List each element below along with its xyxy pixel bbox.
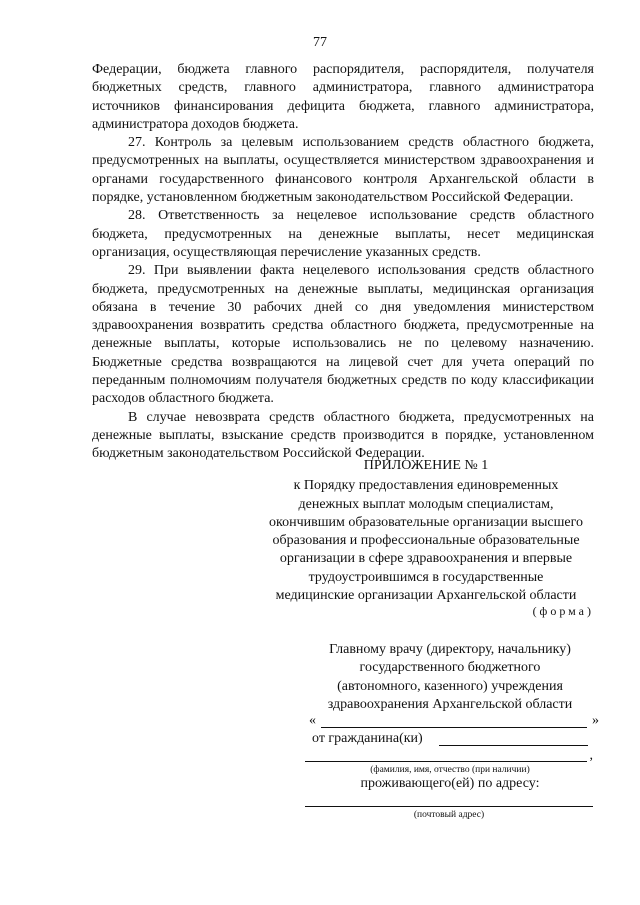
paragraph-non-return: В случае невозврата средств областного бюджета, предусмотренных на денежные выплаты, взыскание средств производится в порядке, установленном бюджетным законодательством Российской Федерации. (92, 409, 594, 462)
full-name-field[interactable] (305, 748, 595, 766)
appendix-line: денежных выплат молодым специалистам, (298, 496, 554, 512)
address-field[interactable] (305, 806, 593, 807)
institution-name-field[interactable] (309, 713, 599, 731)
addressee-line: Главному врачу (директору, начальнику) (329, 642, 571, 657)
address-caption: (почтовый адрес) (413, 810, 485, 820)
appendix-line: организации в сфере здравоохранения и впервые (279, 551, 573, 567)
citizen-field[interactable] (312, 731, 588, 749)
addressee-line: здравоохранения Архангельской области (327, 696, 573, 712)
page-number: 77 (313, 35, 327, 50)
paragraph-28: 28. Ответственность за нецелевое использование средств областного бюджета, предусмотренных на денежные выплаты, несет медицинская организация, осуществляющая перечисление указанных средств. (92, 208, 594, 260)
appendix-header (240, 457, 612, 605)
full-name-underline (305, 761, 587, 762)
citizen-label: от гражданина(ки) (312, 731, 423, 746)
institution-name-underline (321, 727, 587, 728)
appendix-line: медицинские организации Архангельской области (275, 588, 577, 604)
paragraph-continuation: Федерации, бюджета главного распорядителя, распорядителя, получателя бюджетных средств, главного администратора, главного администратора источников финансирования дефицита бюджета, главного администратора, администратора доходов бюджета. (92, 62, 594, 132)
residing-label: проживающего(ей) по адресу: (360, 776, 540, 791)
body-text (92, 61, 594, 464)
paragraph-29: 29. При выявлении факта нецелевого использования средств областного бюджета, предусмотренных на денежные выплаты, медицинская организация обязана в течение 30 рабочих дней со дня уведомления министерством здравоохранения возвратить средства областного бюджета, предусмотренные на денежные выплаты, которые использовались не по целевому назначению. Бюджетные средства возвращаются на лицевой счет для учета операций по переданным полномочиям получателя бюджетных средств по коду классификации расходов областного бюджета. (92, 263, 594, 407)
appendix-line: трудоустроившимся в государственные (308, 569, 544, 585)
quote-open: « (309, 713, 316, 728)
full-name-caption: (фамилия, имя, отчество (при наличии) (370, 765, 530, 775)
quote-close: » (592, 713, 599, 728)
addressee-line: государственного бюджетного (359, 660, 541, 676)
full-name-comma: , (589, 748, 593, 763)
appendix-title: ПРИЛОЖЕНИЕ № 1 (363, 458, 489, 473)
appendix-line: к Порядку предоставления единовременных (293, 478, 559, 494)
appendix-line: окончившим образовательные организации высшего (268, 514, 583, 530)
addressee-line: (автономного, казенного) учреждения (337, 678, 563, 694)
paragraph-27: 27. Контроль за целевым использованием средств областного бюджета, предусмотренных на выплаты, осуществляется министерством здравоохранения и органами государственного финансового контроля Архангельской области в порядке, установленном бюджетным законодательством Российской Федерации. (92, 135, 594, 206)
form-label: (форма) (532, 604, 594, 618)
appendix-line: образования и профессиональные образовательные (272, 533, 580, 549)
addressee-block (300, 641, 600, 714)
citizen-underline (439, 745, 588, 746)
